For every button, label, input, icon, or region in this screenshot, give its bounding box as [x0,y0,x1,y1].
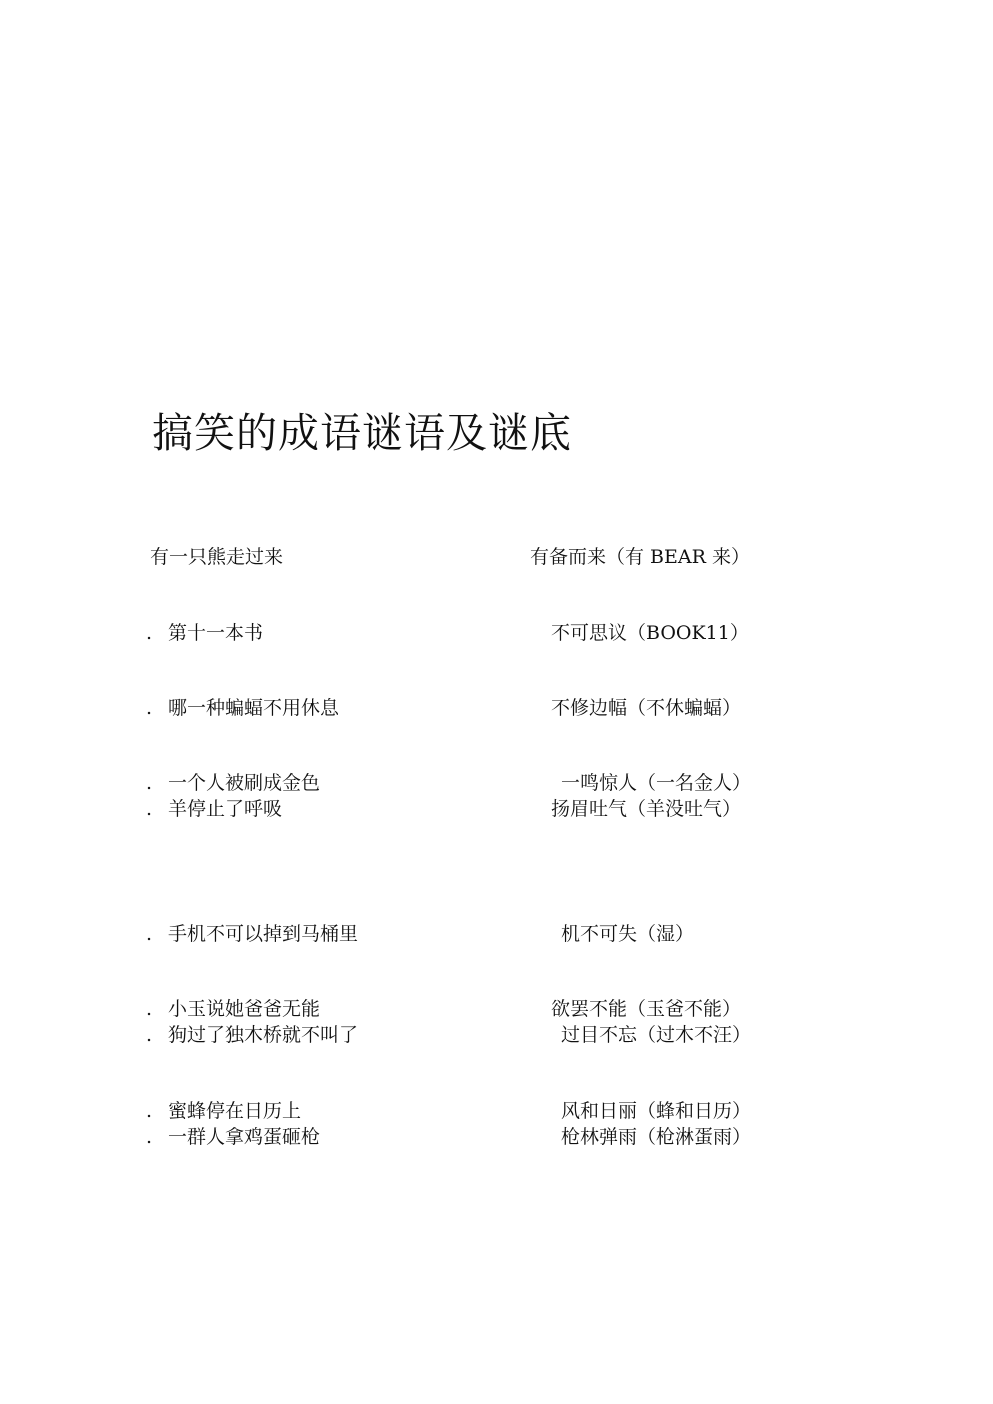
riddle-label: 哪一种蝙蝠不用休息 [168,697,340,719]
answer-text: 机不可失（湿） [561,923,695,945]
riddle-label: 小玉说她爸爸无能 [168,998,321,1020]
bullet: . [146,697,153,719]
answer-text: 不可思议（BOOK11） [551,622,749,644]
riddle-label: 狗过了独木桥就不叫了 [168,1024,359,1046]
riddle-text [146,1023,358,1047]
riddle-text [146,997,320,1021]
riddle-label: 一群人拿鸡蛋砸枪 [168,1126,321,1148]
riddle-text [150,545,283,569]
riddle-text [146,696,339,720]
answer-text: 欲罢不能（玉爸不能） [551,998,742,1020]
bullet: . [146,923,153,945]
answer-text: 有备而来（有 BEAR 来） [530,546,750,568]
riddle-text [146,1099,301,1123]
riddle-text [146,922,358,946]
riddle-label: 羊停止了呼吸 [168,798,283,820]
riddle-text [146,797,282,821]
riddle-text [146,771,320,795]
bullet: . [146,998,153,1020]
answer-text: 枪林弹雨（枪淋蛋雨） [561,1126,752,1148]
bullet: . [146,1100,153,1122]
bullet: . [146,622,153,644]
riddle-label: 蜜蜂停在日历上 [168,1100,302,1122]
bullet: . [146,772,153,794]
answer-text: 扬眉吐气（羊没吐气） [551,798,742,820]
riddle-label: 有一只熊走过来 [150,546,284,568]
answer-text: 风和日丽（蜂和日历） [561,1100,752,1122]
answer-text: 不修边幅（不休蝙蝠） [551,697,742,719]
riddle-label: 一个人被刷成金色 [168,772,321,794]
bullet: . [146,798,153,820]
answer-text: 一鸣惊人（一名金人） [561,772,752,794]
document-title: 搞笑的成语谜语及谜底 [152,409,572,457]
riddle-label: 第十一本书 [168,622,264,644]
riddle-label: 手机不可以掉到马桶里 [168,923,359,945]
riddle-text [146,1125,320,1149]
bullet: . [146,1126,153,1148]
riddle-text [146,621,263,645]
bullet: . [146,1024,153,1046]
answer-text: 过目不忘（过木不汪） [561,1024,752,1046]
